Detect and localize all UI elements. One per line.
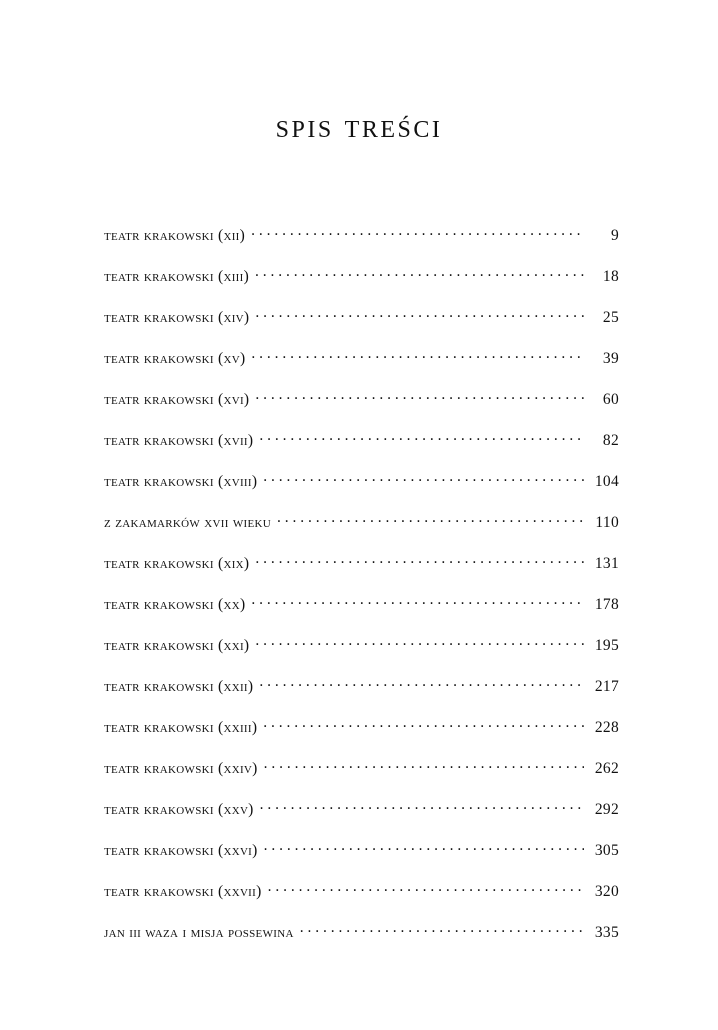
toc-leader-dots xyxy=(263,470,584,486)
toc-leader-dots xyxy=(255,388,584,404)
toc-entry-label: teatr krakowski (xiv) xyxy=(104,308,250,326)
toc-entry-label: teatr krakowski (xx) xyxy=(104,595,246,613)
toc-entry-label: teatr krakowski (xxv) xyxy=(104,800,254,818)
toc-entry-page-number: 217 xyxy=(594,677,619,695)
toc-entry[interactable] xyxy=(104,306,619,347)
toc-entry-label: teatr krakowski (xxvii) xyxy=(104,882,262,900)
page-title: spis treści xyxy=(275,108,443,145)
toc-entry-page-number: 335 xyxy=(594,923,619,941)
toc-entry-label: teatr krakowski (xv) xyxy=(104,349,246,367)
toc-entry-label: teatr krakowski (xxi) xyxy=(104,636,250,654)
toc-entry-page-number: 305 xyxy=(594,841,619,859)
toc-entry-label: teatr krakowski (xxiv) xyxy=(104,759,258,777)
toc-entry-page-number: 320 xyxy=(594,882,619,900)
toc-entry-page-number: 9 xyxy=(610,226,619,244)
toc-entry-label: jan iii waza i misja possewina xyxy=(104,923,294,941)
toc-entry[interactable] xyxy=(104,511,619,552)
toc-entry-page-number: 228 xyxy=(594,718,619,736)
toc-leader-dots xyxy=(255,552,584,568)
toc-entry-list xyxy=(104,224,619,962)
toc-entry-page-number: 25 xyxy=(602,308,619,326)
toc-entry[interactable] xyxy=(104,265,619,306)
toc-entry[interactable] xyxy=(104,388,619,429)
toc-entry-label: z zakamarków xvii wieku xyxy=(104,513,271,531)
toc-entry-label: teatr krakowski (xxii) xyxy=(104,677,254,695)
toc-entry-label: teatr krakowski (xxiii) xyxy=(104,718,258,736)
toc-entry-page-number: 131 xyxy=(594,554,619,572)
toc-leader-dots xyxy=(259,429,584,445)
toc-entry[interactable] xyxy=(104,921,619,962)
toc-leader-dots xyxy=(251,593,584,609)
toc-leader-dots xyxy=(268,880,584,896)
toc-entry-page-number: 178 xyxy=(594,595,619,613)
toc-entry[interactable] xyxy=(104,552,619,593)
toc-leader-dots xyxy=(255,306,584,322)
toc-entry[interactable] xyxy=(104,347,619,388)
toc-leader-dots xyxy=(260,798,584,814)
toc-entry-page-number: 195 xyxy=(594,636,619,654)
toc-entry[interactable] xyxy=(104,839,619,880)
toc-leader-dots xyxy=(255,634,584,650)
toc-entry-label: teatr krakowski (xvii) xyxy=(104,431,254,449)
toc-leader-dots xyxy=(255,265,584,281)
toc-entry[interactable] xyxy=(104,634,619,675)
toc-entry-label: teatr krakowski (xxvi) xyxy=(104,841,258,859)
toc-entry-page-number: 82 xyxy=(602,431,619,449)
toc-leader-dots xyxy=(264,839,584,855)
toc-leader-dots xyxy=(264,757,584,773)
toc-leader-dots xyxy=(259,675,584,691)
toc-entry[interactable] xyxy=(104,429,619,470)
toc-entry[interactable] xyxy=(104,716,619,757)
toc-leader-dots xyxy=(251,347,584,363)
toc-entry-page-number: 110 xyxy=(595,513,619,531)
toc-entry-label: teatr krakowski (xii) xyxy=(104,226,246,244)
toc-entry[interactable] xyxy=(104,675,619,716)
toc-entry-page-number: 60 xyxy=(602,390,619,408)
toc-entry[interactable] xyxy=(104,880,619,921)
toc-entry-label: teatr krakowski (xix) xyxy=(104,554,250,572)
toc-entry[interactable] xyxy=(104,470,619,511)
toc-leader-dots xyxy=(263,716,584,732)
toc-entry[interactable] xyxy=(104,224,619,265)
toc-entry-page-number: 18 xyxy=(602,267,619,285)
toc-entry-label: teatr krakowski (xviii) xyxy=(104,472,258,490)
toc-entry-page-number: 104 xyxy=(594,472,619,490)
toc-leader-dots xyxy=(251,224,584,240)
toc-entry-page-number: 262 xyxy=(594,759,619,777)
toc-entry-page-number: 39 xyxy=(602,349,619,367)
toc-leader-dots xyxy=(300,921,584,937)
toc-entry-label: teatr krakowski (xiii) xyxy=(104,267,250,285)
toc-entry[interactable] xyxy=(104,593,619,634)
toc-entry[interactable] xyxy=(104,757,619,798)
toc-entry[interactable] xyxy=(104,798,619,839)
toc-entry-page-number: 292 xyxy=(594,800,619,818)
toc-entry-label: teatr krakowski (xvi) xyxy=(104,390,250,408)
toc-leader-dots xyxy=(277,511,584,527)
